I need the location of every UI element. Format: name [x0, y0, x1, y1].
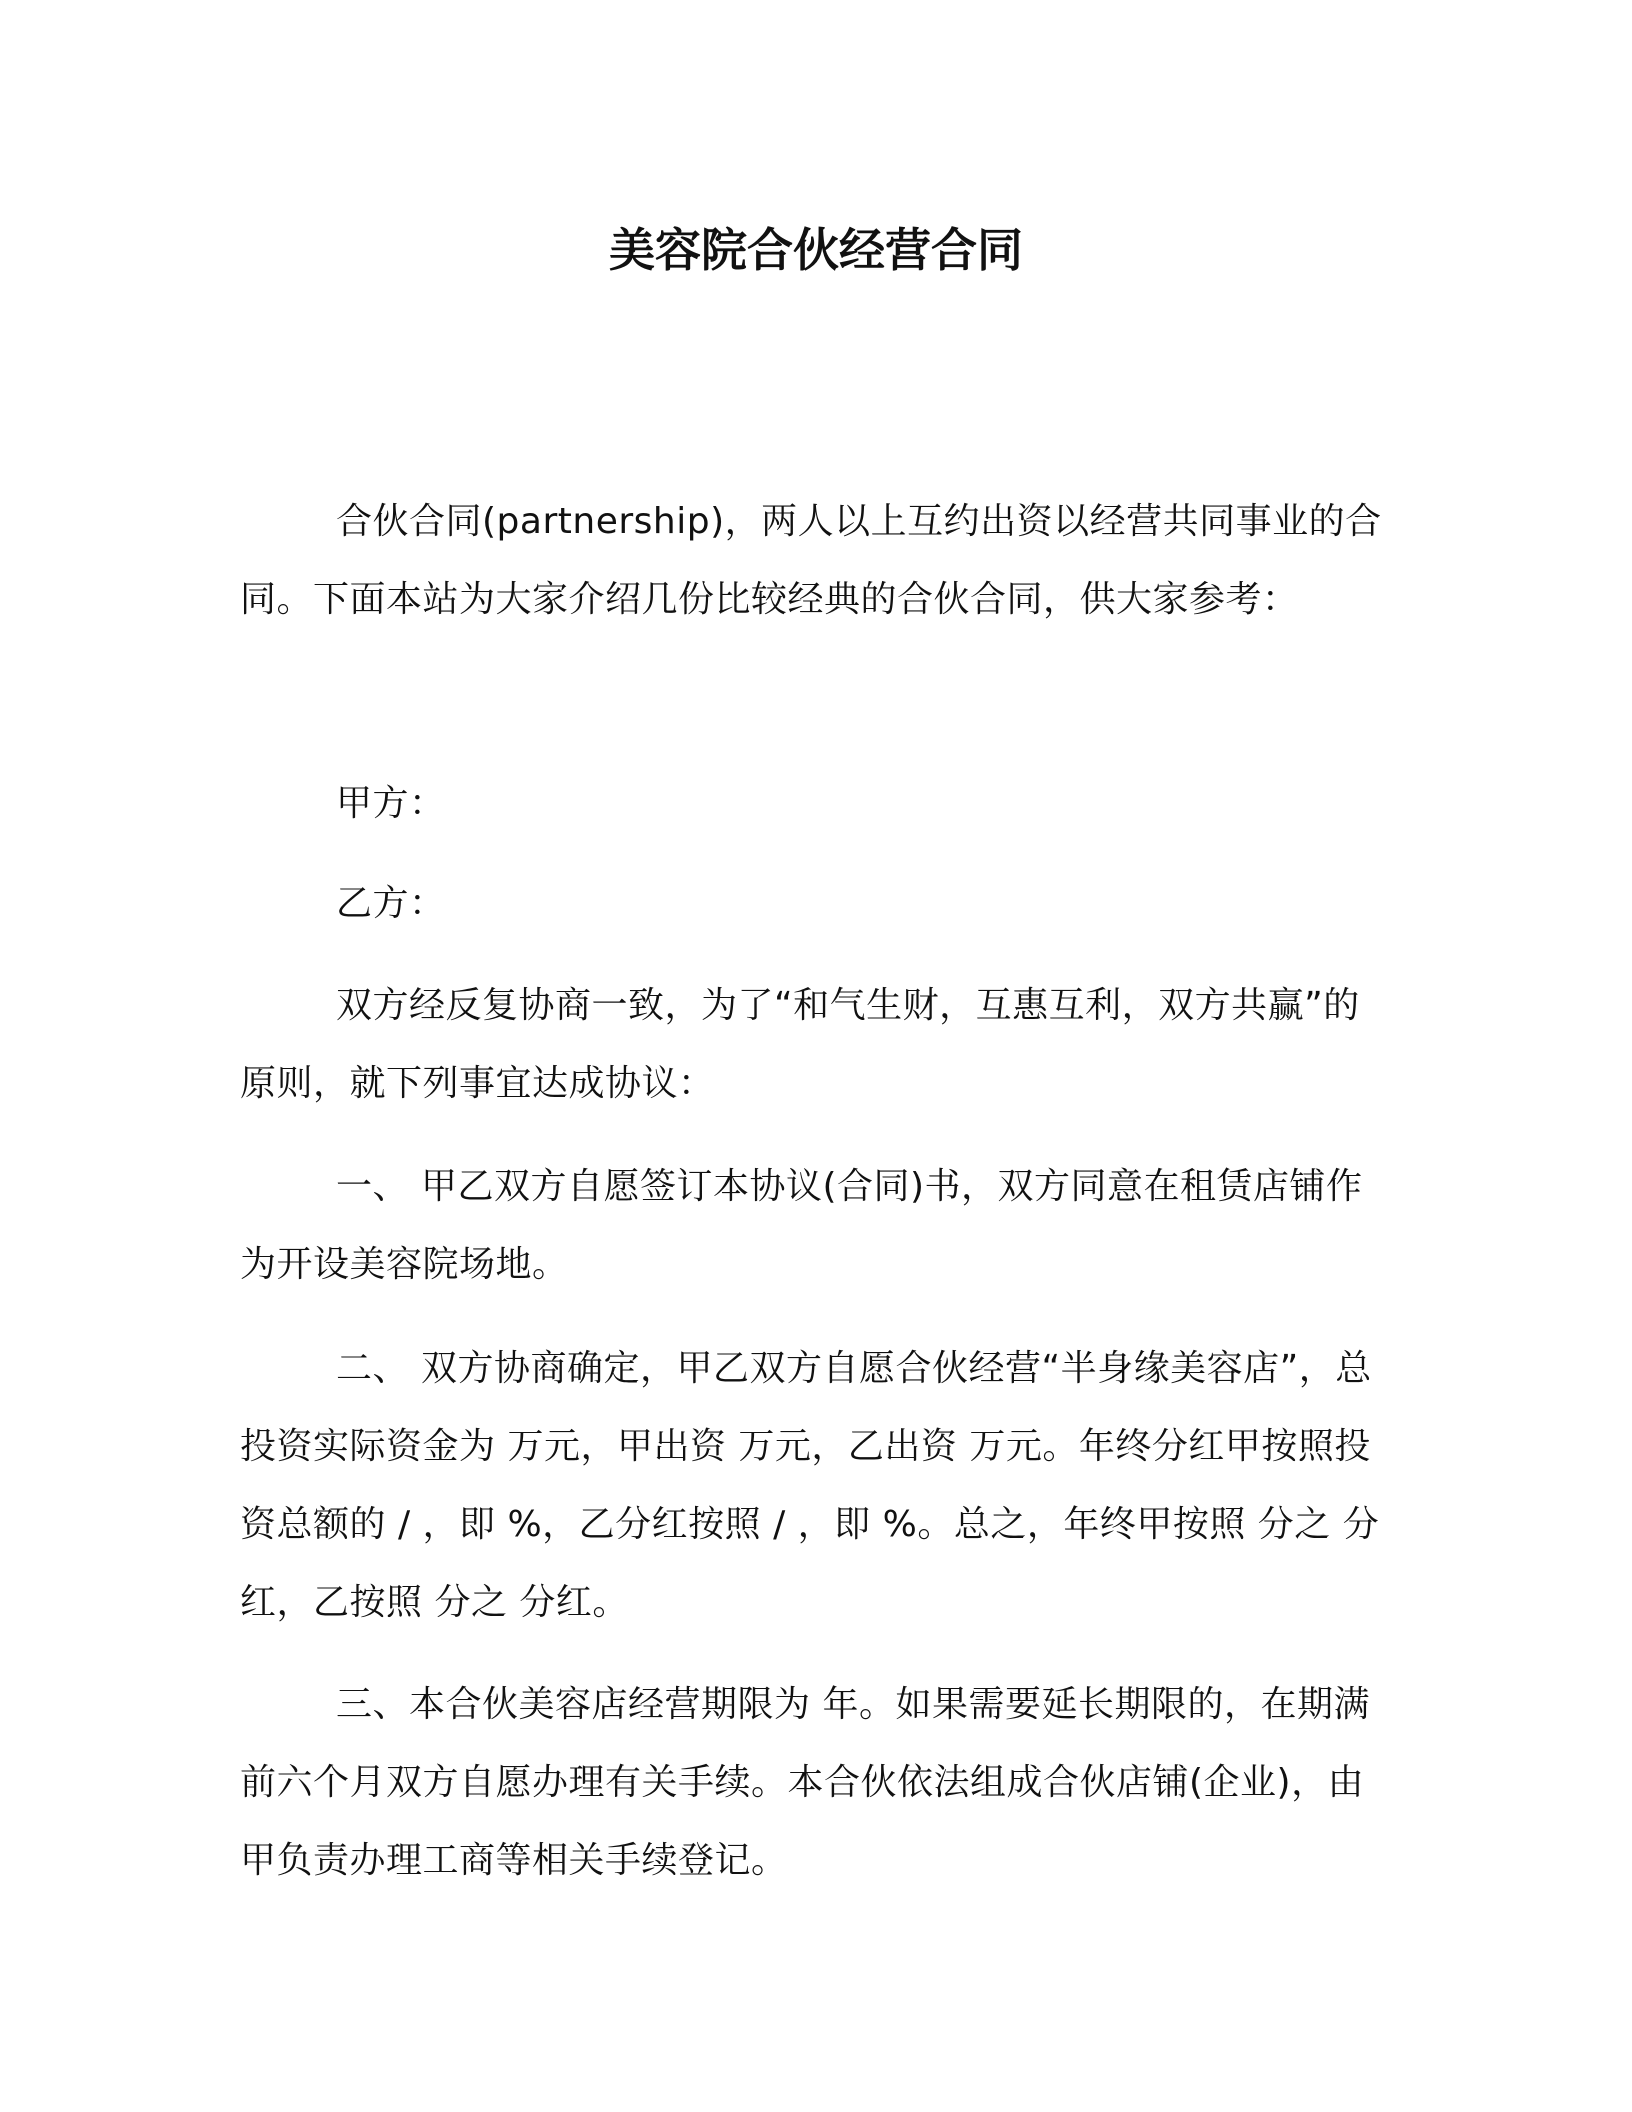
consultation-paragraph: 双方经反复协商一致，为了“和气生财，互惠互利，双方共赢”的原则，就下列事宜达成协议： [240, 985, 1360, 1104]
article-2-paragraph: 二、 双方协商确定，甲乙双方自愿合伙经营“半身缘美容店”，总投资实际资金为 万元，甲出资 万元，乙出资 万元。年终分红甲按照投资总额的 / ，即 %，乙分红按照 / ，即 %。总之，年终甲按照 分之 分红，乙按照 分之 分红。 [240, 1348, 1380, 1623]
article-1-paragraph: 一、 甲乙双方自愿签订本协议(合同)书，双方同意在租赁店铺作为开设美容院场地。 [240, 1166, 1363, 1285]
page-title: 美容院合伙经营合同 [609, 223, 1023, 277]
article-3-paragraph: 三、本合伙美容店经营期限为 年。如果需要延长期限的，在期满前六个月双方自愿办理有关手续。本合伙依法组成合伙店铺(企业)，由甲负责办理工商等相关手续登记。 [240, 1684, 1370, 1881]
intro-paragraph: 合伙合同(partnership)，两人以上互约出资以经营共同事业的合同。下面本站为大家介绍几份比较经典的合伙合同，供大家参考： [240, 501, 1382, 620]
party-a-line: 甲方： [336, 783, 446, 824]
party-b-line: 乙方： [336, 883, 446, 924]
